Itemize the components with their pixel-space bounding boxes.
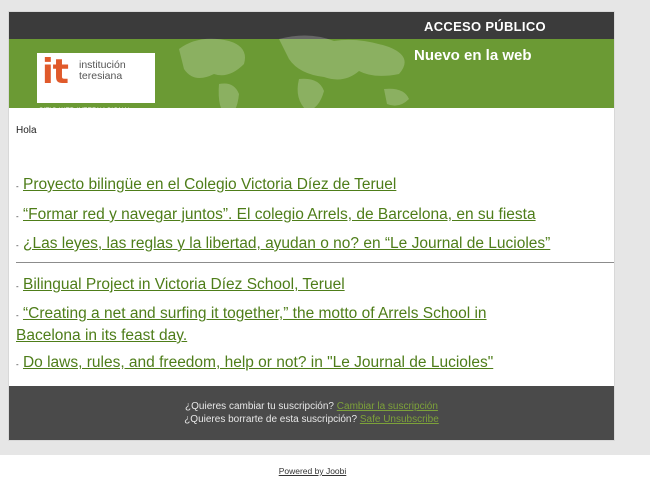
powered-by	[0, 466, 625, 476]
article-link[interactable]: ¿Las leyes, las reglas y la libertad, ayudan o no? en “Le Journal de Lucioles”	[22, 235, 551, 252]
article-link[interactable]: Proyecto bilingüe en el Colegio Victoria Díez de Teruel	[22, 176, 397, 193]
powered-by-link[interactable]: Powered by Joobi	[278, 466, 347, 476]
article-link[interactable]: “Formar red y navegar juntos”. El colegio Arrels, de Barcelona, en su fiesta	[22, 206, 536, 223]
greeting: Hola	[16, 125, 37, 136]
list-item	[16, 234, 550, 256]
newsletter-card	[8, 11, 615, 441]
article-link-line1[interactable]: “Creating a net and surfing it together,” the motto of Arrels School in	[22, 305, 487, 322]
article-link-line2[interactable]: Bacelona in its feast day.	[16, 327, 188, 344]
list-item	[16, 275, 345, 297]
institucion-teresiana-logo[interactable]	[37, 52, 155, 114]
bullet: -	[16, 182, 19, 191]
bullet: -	[16, 241, 19, 250]
remove-question: ¿Quieres borrarte de esta suscripción?	[184, 414, 358, 425]
change-subscription-line	[9, 401, 614, 412]
bullet: -	[16, 311, 19, 320]
list-item	[16, 175, 396, 197]
it-logo-icon: it	[42, 52, 68, 92]
language-divider	[16, 262, 614, 263]
unsubscribe-line	[9, 414, 614, 425]
logo-name	[79, 60, 126, 82]
unsubscribe-link[interactable]: Safe Unsubscribe	[359, 414, 439, 425]
logo-tagline: SITIO WEB INTERNACIONAL	[39, 107, 132, 114]
list-item	[16, 353, 493, 375]
bullet: -	[16, 212, 19, 221]
article-link[interactable]: Bilingual Project in Victoria Díez School, Teruel	[22, 276, 345, 293]
change-subscription-link[interactable]: Cambiar la suscripción	[336, 401, 438, 412]
logo-name-line2: teresiana	[79, 70, 123, 82]
subscription-footer	[9, 386, 614, 440]
header-banner	[9, 39, 614, 114]
change-question: ¿Quieres cambiar tu suscripción?	[185, 401, 334, 412]
list-item	[16, 205, 536, 227]
bullet: -	[16, 360, 19, 369]
bullet: -	[16, 282, 19, 291]
list-item	[16, 304, 487, 346]
article-link[interactable]: Do laws, rules, and freedom, help or not? in "Le Journal de Lucioles"	[22, 354, 494, 371]
logo-name-line1: institución	[79, 59, 126, 71]
world-map-icon	[159, 29, 439, 119]
nuevo-en-la-web-label: Nuevo en la web	[414, 47, 532, 64]
acceso-publico-label[interactable]: ACCESO PÚBLICO	[424, 19, 546, 34]
